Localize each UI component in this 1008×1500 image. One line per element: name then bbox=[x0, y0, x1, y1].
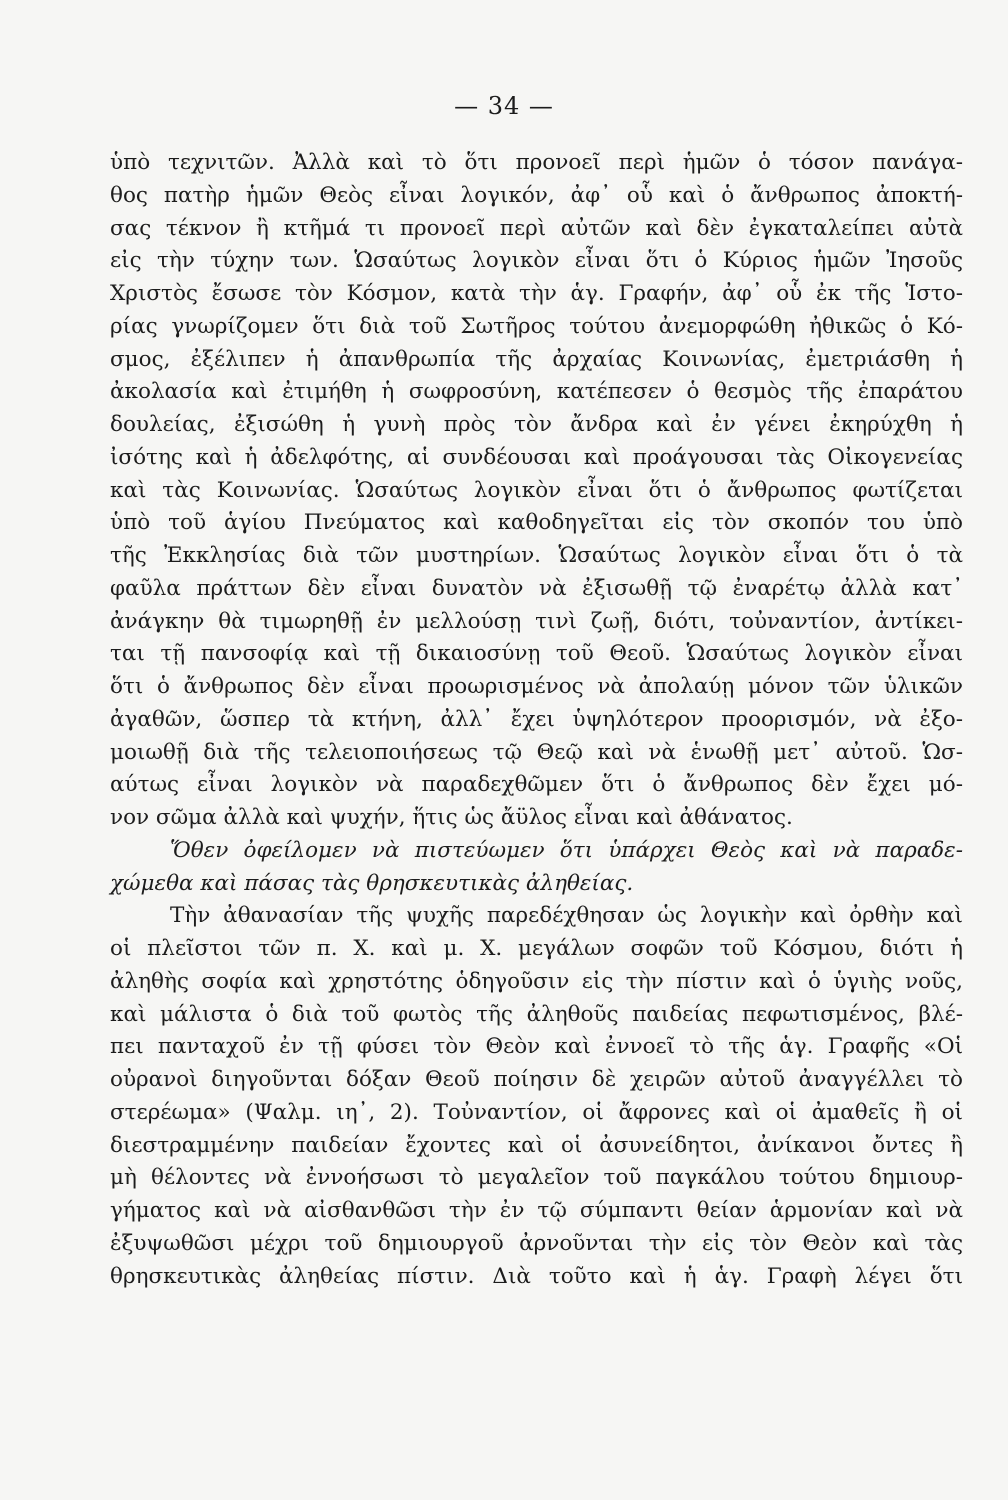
text-line: διεστραμμένην παιδείαν ἔχοντες καὶ οἱ ἀσυνείδητοι, ἀνίκανοι ὄντες ἢ bbox=[110, 1132, 963, 1158]
text-line: ρίας γνωρίζομεν ὅτι διὰ τοῦ Σωτῆρος τούτου ἀνεμορφώθη ἠθικῶς ὁ Κό- bbox=[110, 313, 963, 339]
text-line: νον σῶμα ἀλλὰ καὶ ψυχήν, ἥτις ὡς ἄϋλος εἶναι καὶ ἀθάνατος. bbox=[110, 805, 793, 830]
text-line: Χριστὸς ἔσωσε τὸν Κόσμον, κατὰ τὴν ἁγ. Γραφήν, ἀφ᾽ οὗ ἐκ τῆς Ἱστο- bbox=[110, 281, 963, 306]
text-line: τῆς Ἐκκλησίας διὰ τῶν μυστηρίων. Ὡσαύτως λογικὸν εἶναι ὅτι ὁ τὰ bbox=[110, 543, 963, 568]
text-line: ἐξυψωθῶσι μέχρι τοῦ δημιουργοῦ ἀρνοῦνται τὴν εἰς τὸν Θεὸν καὶ τὰς bbox=[110, 1230, 963, 1256]
text-line: πει πανταχοῦ ἐν τῇ φύσει τὸν Θεὸν καὶ ἐννοεῖ τὸ τῆς ἁγ. Γραφῆς «Οἱ bbox=[110, 1034, 963, 1060]
page-number: — 34 — bbox=[454, 92, 554, 120]
text-line: μὴ θέλοντες νὰ ἐννοήσωσι τὸ μεγαλεῖον τοῦ παγκάλου τούτου δημιουρ- bbox=[110, 1165, 963, 1191]
text-line: στερέωμα» (Ψαλμ. ιη᾽, 2). Τοὐναντίον, οἱ ἄφρονες καὶ οἱ ἀμαθεῖς ἢ οἱ bbox=[110, 1099, 963, 1125]
text-line: γήματος καὶ νὰ αἰσθανθῶσι τὴν ἐν τῷ σύμπαντι θείαν ἁρμονίαν καὶ νὰ bbox=[110, 1198, 963, 1223]
text-line: ἀληθὴς σοφία καὶ χρηστότης ὁδηγοῦσιν εἰς τὴν πίστιν καὶ ὁ ὑγιὴς νοῦς, bbox=[110, 968, 963, 994]
text-line: οἱ πλεῖστοι τῶν π. Χ. καὶ μ. Χ. μεγάλων σοφῶν τοῦ Κόσμου, διότι ἡ bbox=[110, 936, 963, 961]
text-line: καὶ τὰς Κοινωνίας. Ὡσαύτως λογικὸν εἶναι ὅτι ὁ ἄνθρωπος φωτίζεται bbox=[110, 477, 963, 503]
text-line: καὶ μάλιστα ὁ διὰ τοῦ φωτὸς τῆς ἀληθοῦς παιδείας πεφωτισμένος, βλέ- bbox=[110, 1001, 963, 1027]
text-line: θρησκευτικὰς ἀληθείας πίστιν. Διὰ τοῦτο καὶ ἡ ἁγ. Γραφὴ λέγει ὅτι bbox=[110, 1263, 963, 1289]
text-line: ὅτι ὁ ἄνθρωπος δὲν εἶναι προωρισμένος νὰ ἀπολαύῃ μόνον τῶν ὑλικῶν bbox=[110, 674, 963, 699]
text-line: ὑπὸ τεχνιτῶν. Ἀλλὰ καὶ τὸ ὅτι προνοεῖ περὶ ἡμῶν ὁ τόσον πανάγα- bbox=[110, 150, 963, 175]
text-line: ἀνάγκην θὰ τιμωρηθῇ ἐν μελλούσῃ τινὶ ζωῇ, διότι, τοὐναντίον, ἀντίκει- bbox=[110, 608, 963, 634]
text-line: οὐρανοὶ διηγοῦνται δόξαν Θεοῦ ποίησιν δὲ χειρῶν αὐτοῦ ἀναγγέλλει τὸ bbox=[110, 1067, 963, 1092]
text-line: θος πατὴρ ἡμῶν Θεὸς εἶναι λογικόν, ἀφ᾽ οὗ καὶ ὁ ἄνθρωπος ἀποκτή- bbox=[110, 182, 963, 208]
body-text bbox=[110, 147, 963, 1293]
text-line: μοιωθῇ διὰ τῆς τελειοποιήσεως τῷ Θεῷ καὶ νὰ ἑνωθῇ μετ᾽ αὐτοῦ. Ὡσ- bbox=[110, 739, 963, 765]
text-line: Ὅθεν ὀφείλομεν νὰ πιστεύωμεν ὅτι ὑπάρχει Θεὸς καὶ νὰ παραδε- bbox=[170, 837, 963, 863]
text-line: δουλείας, ἐξισώθη ἡ γυνὴ πρὸς τὸν ἄνδρα καὶ ἐν γένει ἐκηρύχθη ἡ bbox=[110, 412, 963, 437]
text-line: ἀγαθῶν, ὥσπερ τὰ κτήνη, ἀλλ᾽ ἔχει ὑψηλότερον προορισμόν, νὰ ἐξο- bbox=[110, 706, 963, 732]
text-line: σας τέκνον ἢ κτῆμά τι προνοεῖ περὶ αὐτῶν καὶ δὲν ἐγκαταλείπει αὐτὰ bbox=[110, 215, 963, 241]
text-line: χώμεθα καὶ πάσας τὰς θρησκευτικὰς ἀληθείας. bbox=[110, 870, 634, 896]
text-line: Τὴν ἀθανασίαν τῆς ψυχῆς παρεδέχθησαν ὡς λογικὴν καὶ ὀρθὴν καὶ bbox=[170, 903, 963, 929]
text-line: ἰσότης καὶ ἡ ἀδελφότης, αἱ συνδέουσαι καὶ προάγουσαι τὰς Οἰκογενείας bbox=[110, 444, 963, 470]
text-line: ται τῇ πανσοφίᾳ καὶ τῇ δικαιοσύνῃ τοῦ Θεοῦ. Ὡσαύτως λογικὸν εἶναι bbox=[110, 641, 963, 667]
text-line: φαῦλα πράττων δὲν εἶναι δυνατὸν νὰ ἐξισωθῇ τῷ ἐναρέτῳ ἀλλὰ κατ᾽ bbox=[110, 575, 963, 601]
text-line: αύτως εἶναι λογικὸν νὰ παραδεχθῶμεν ὅτι ὁ ἄνθρωπος δὲν ἔχει μό- bbox=[110, 772, 963, 798]
text-line: ἀκολασία καὶ ἐτιμήθη ἡ σωφροσύνη, κατέπεσεν ὁ θεσμὸς τῆς ἐπαράτου bbox=[110, 379, 963, 405]
text-line: σμος, ἐξέλιπεν ἡ ἀπανθρωπία τῆς ἀρχαίας Κοινωνίας, ἐμετριάσθη ἡ bbox=[110, 346, 963, 372]
text-line: εἰς τὴν τύχην των. Ὡσαύτως λογικὸν εἶναι ὅτι ὁ Κύριος ἡμῶν Ἰησοῦς bbox=[110, 248, 963, 274]
text-line: ὑπὸ τοῦ ἁγίου Πνεύματος καὶ καθοδηγεῖται εἰς τὸν σκοπόν του ὑπὸ bbox=[110, 510, 963, 536]
